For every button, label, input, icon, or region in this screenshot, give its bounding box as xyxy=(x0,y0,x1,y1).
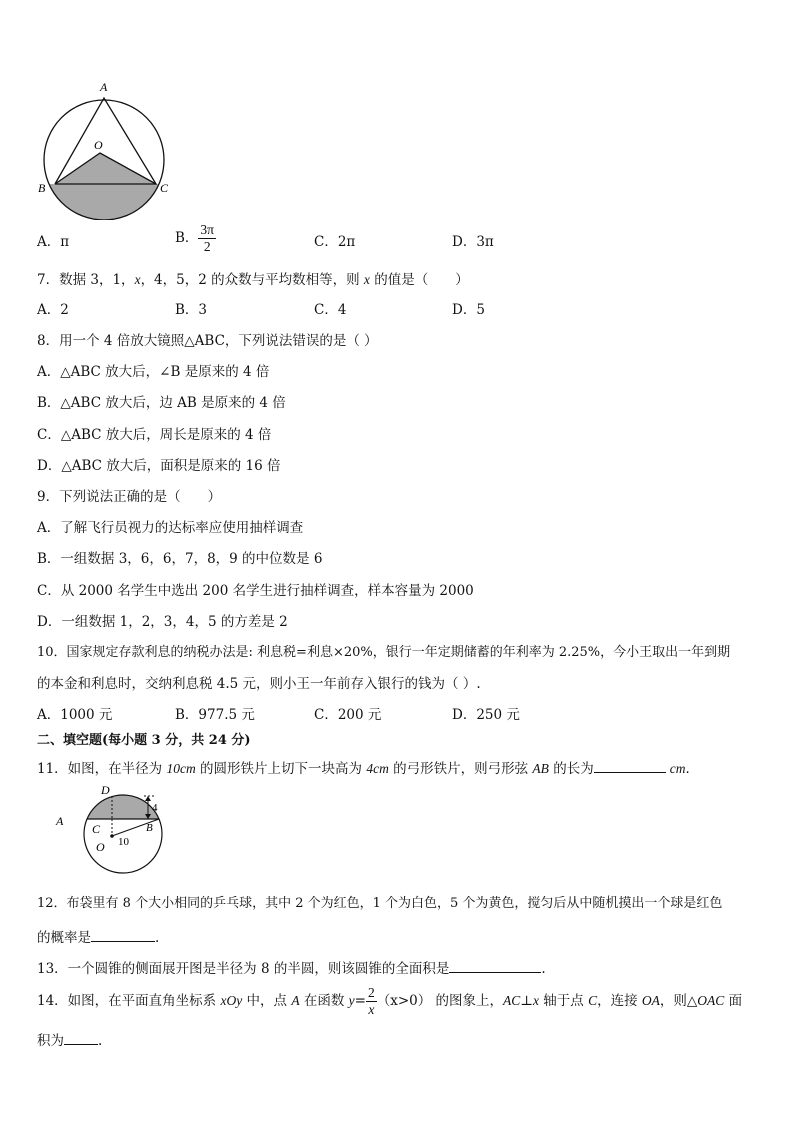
q6-option-b-fraction: $\frac{3\pi}{2}$ xyxy=(200,222,214,254)
q7-option-d[interactable]: D．5 xyxy=(452,302,485,318)
label-a: A xyxy=(100,80,108,94)
q11-stem: 11．如图，在半径为 10cm 的圆形铁片上切下一块高为 4cm 的弓形铁片，则弓形弦 AB 的长为 cm． xyxy=(37,758,699,778)
label-o: O xyxy=(94,138,103,152)
q13-stem: 13．一个圆锥的侧面展开图是半径为 8 的半圆，则该圆锥的全面积是 . xyxy=(37,958,546,978)
q12-answer-blank[interactable] xyxy=(91,927,155,942)
q9-option-d[interactable]: D．一组数据 1，2，3，4，5 的方差是 2 xyxy=(37,614,288,630)
q7-option-a[interactable]: A．2 xyxy=(37,302,69,318)
arc-segment-figure xyxy=(52,780,172,880)
center-dot xyxy=(110,834,114,838)
q7-stem: 7．数据 3，1，x，4，5，2 的众数与平均数相等，则 x 的值是（ ） xyxy=(37,272,469,288)
q11-answer-blank[interactable] xyxy=(594,758,666,773)
q6-option-b-label: B． xyxy=(175,230,199,246)
fig11-label-b: B xyxy=(146,822,153,834)
q7-option-c[interactable]: C．4 xyxy=(314,302,347,318)
q8-option-c[interactable]: C．△ABC 放大后，周长是原来的 4 倍 xyxy=(37,427,272,443)
q6-option-d[interactable]: D．3π xyxy=(452,234,494,250)
fig11-label-radius: 10 xyxy=(118,836,129,848)
q6-option-c[interactable]: C．2π xyxy=(314,234,356,250)
q8-option-d[interactable]: D．△ABC 放大后，面积是原来的 16 倍 xyxy=(37,458,281,474)
q10-option-d[interactable]: D．250 元 xyxy=(452,707,520,723)
q12-stem-line2: 的概率是 . xyxy=(37,927,159,947)
q14-stem-line1: 14．如图，在平面直角坐标系 xOy 中，点 A 在函数 y= $\frac{2}{x}$ （x>0） 的图象上，AC⊥x 轴于点 C，连接 OA，则△OAC 面 xyxy=(37,985,743,1017)
q14-fraction: $\frac{2}{x}$ xyxy=(367,985,375,1017)
q8-stem: 8．用一个 4 倍放大镜照△ABC，下列说法错误的是（ ） xyxy=(37,333,378,349)
q9-stem: 9．下列说法正确的是（ ） xyxy=(37,489,222,505)
q10-option-a[interactable]: A．1000 元 xyxy=(37,707,113,723)
q8-option-b[interactable]: B．△ABC 放大后，边 AB 是原来的 4 倍 xyxy=(37,395,286,411)
q14-stem-line2: 积为 . xyxy=(37,1030,102,1050)
fig11-label-height: 4 xyxy=(152,802,158,814)
circle-triangle-figure xyxy=(30,78,180,220)
q13-answer-blank[interactable] xyxy=(449,958,541,973)
q10-stem-line1: 10．国家规定存款利息的纳税办法是: 利息税=利息×20%，银行一年定期储蓄的年利率为 2.25%，今小王取出一年到期 xyxy=(37,645,731,660)
q8-option-a[interactable]: A．△ABC 放大后，∠B 是原来的 4 倍 xyxy=(37,364,270,380)
fig11-label-a: A xyxy=(56,814,64,828)
label-c: C xyxy=(160,181,169,195)
q7-option-b[interactable]: B．3 xyxy=(175,302,208,318)
q10-option-c[interactable]: C．200 元 xyxy=(314,707,382,723)
q10-option-b[interactable]: B．977.5 元 xyxy=(175,707,255,723)
q10-stem-line2: 的本金和利息时，交纳利息税 4.5 元，则小王一年前存入银行的钱为（ ）. xyxy=(37,676,481,692)
fig11-label-o: O xyxy=(96,840,105,854)
q9-option-c[interactable]: C．从 2000 名学生中选出 200 名学生进行抽样调查，样本容量为 2000 xyxy=(37,583,474,599)
fig11-label-c: C xyxy=(92,822,101,836)
fig11-label-d: D xyxy=(101,783,110,797)
section-heading-fill-in: 二、填空题(每小题 3 分，共 24 分) xyxy=(37,733,251,748)
label-b: B xyxy=(38,181,46,195)
q14-answer-blank[interactable] xyxy=(64,1030,98,1045)
arrowhead-up xyxy=(145,796,151,801)
q9-option-a[interactable]: A．了解飞行员视力的达标率应使用抽样调查 xyxy=(37,520,304,536)
q9-option-b[interactable]: B．一组数据 3，6，6，7，8，9 的中位数是 6 xyxy=(37,551,323,567)
q12-stem-line1: 12．布袋里有 8 个大小相同的乒乓球，其中 2 个为红色，1 个为白色，5 个为黄色，搅匀后从中随机摸出一个球是红色 xyxy=(37,896,723,911)
q6-option-b[interactable] xyxy=(175,222,216,255)
q6-option-a[interactable]: A．π xyxy=(37,234,70,250)
